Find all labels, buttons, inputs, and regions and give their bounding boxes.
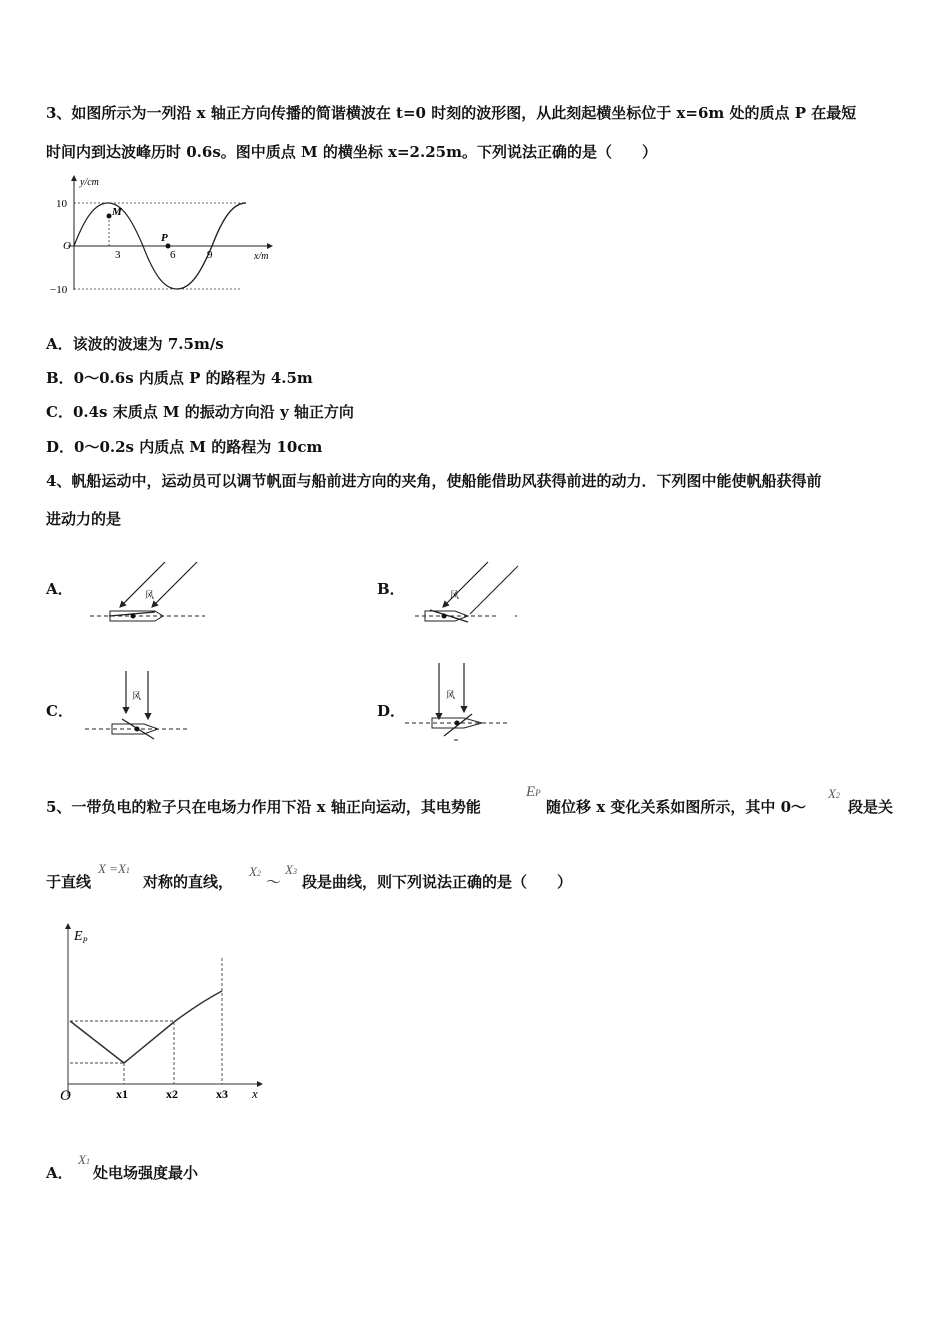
x-axis-label: x/m bbox=[254, 251, 269, 262]
wind-label-b: 风 bbox=[450, 591, 460, 601]
q5-stem-line2a: 于直线 bbox=[46, 873, 92, 891]
wind-label-c: 风 bbox=[132, 692, 142, 702]
origin-label: O bbox=[63, 240, 71, 252]
q5-option-a-label: A． bbox=[46, 1164, 73, 1182]
q5-stem-line1c: 段是关 bbox=[848, 798, 894, 816]
x-axis-label-2: x bbox=[252, 1086, 258, 1101]
q5-stem-line2c: 段是曲线，则下列说法正确的是（ ） bbox=[302, 873, 573, 891]
sailboat-diagram-c bbox=[82, 667, 192, 747]
ep-symbol: EP bbox=[526, 784, 541, 800]
ep-curve bbox=[70, 1021, 174, 1063]
q3-option-c: C．0.4s 末质点 M 的振动方向沿 y 轴正方向 bbox=[46, 403, 354, 421]
q3-option-d: D．0～0.2s 内质点 M 的路程为 10cm bbox=[46, 438, 323, 456]
x-eq-x1: X =X1 bbox=[98, 861, 130, 876]
wind-label-a: 风 bbox=[145, 591, 155, 601]
x1-symbol: X1 bbox=[78, 1152, 90, 1167]
wave-graph bbox=[40, 170, 285, 300]
x2-symbol: X2 bbox=[828, 786, 840, 801]
point-p bbox=[166, 244, 171, 249]
tick-x2: x2 bbox=[166, 1087, 178, 1101]
q5-stem-line1b: 随位移 x 变化关系如图所示，其中 0～ bbox=[546, 798, 807, 816]
tick-x3: x3 bbox=[216, 1087, 228, 1101]
tick-x1: x1 bbox=[116, 1087, 128, 1101]
q4-label-c: C． bbox=[46, 702, 73, 720]
ep-axis-label: $E_P$ bbox=[74, 929, 88, 945]
q4-label-b: B． bbox=[377, 580, 405, 598]
q4-stem-line1: 4、帆船运动中，运动员可以调节帆面与船前进方向的夹角，使船能借助风获得前进的动力．下列图中能使帆船获得前 bbox=[46, 472, 822, 490]
sailboat-diagram-a bbox=[85, 558, 210, 628]
potential-energy-graph bbox=[50, 918, 275, 1113]
point-m bbox=[107, 214, 112, 219]
point-m-label: M bbox=[112, 206, 122, 218]
y-axis-label: y/cm bbox=[80, 177, 99, 188]
x2-symbol-2: X2 bbox=[249, 864, 261, 879]
q5-option-a-text: 处电场强度最小 bbox=[93, 1164, 199, 1182]
q5-stem-line1a: 5、一带负电的粒子只在电场力作用下沿 x 轴正向运动，其电势能 bbox=[46, 798, 481, 816]
tick-6: 6 bbox=[170, 249, 176, 261]
y-min-label: −10 bbox=[50, 284, 68, 296]
q5-stem-line2b: 对称的直线， bbox=[143, 873, 234, 891]
q3-stem-line2: 时间内到达波峰历时 0.6s。图中质点 M 的横坐标 x=2.25m。下列说法正确的是（ ） bbox=[46, 143, 657, 161]
q4-label-a: A． bbox=[46, 580, 73, 598]
q4-stem-line2: 进动力的是 bbox=[46, 510, 122, 528]
tick-3: 3 bbox=[115, 249, 121, 261]
x3-symbol: X3 bbox=[285, 862, 297, 877]
q4-label-d: D． bbox=[377, 702, 406, 720]
tick-9: 9 bbox=[207, 249, 213, 261]
sailboat-diagram-d bbox=[402, 660, 512, 745]
origin-label-2: O bbox=[60, 1088, 71, 1104]
tilde: ～ bbox=[266, 873, 282, 891]
q3-option-b: B．0～0.6s 内质点 P 的路程为 4.5m bbox=[46, 369, 313, 387]
point-p-label: P bbox=[161, 232, 168, 244]
wind-label-d: 风 bbox=[446, 691, 456, 701]
sailboat-diagram-b bbox=[410, 558, 530, 628]
q3-stem-line1: 3、如图所示为一列沿 x 轴正方向传播的简谐横波在 t=0 时刻的波形图，从此刻起横坐标位于 x=6m 处的质点 P 在最短 bbox=[46, 104, 857, 122]
q3-option-a: A．该波的波速为 7.5m/s bbox=[46, 335, 224, 353]
y-max-label: 10 bbox=[56, 198, 67, 210]
